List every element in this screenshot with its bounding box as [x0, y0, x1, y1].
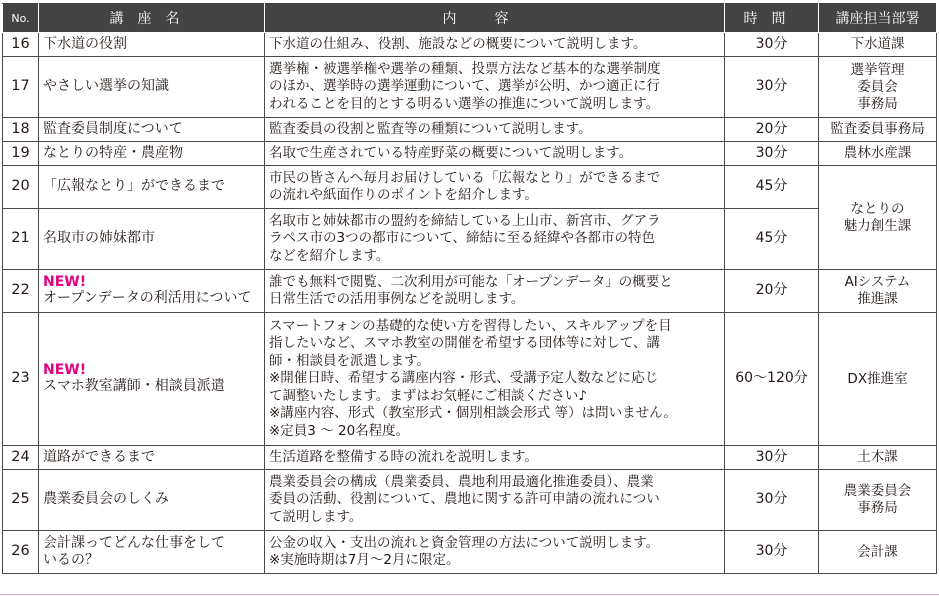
- row-no: 21: [3, 209, 39, 270]
- title-line: なとりの特産・農産物: [43, 144, 183, 161]
- row-content: [265, 142, 725, 166]
- row-title: [39, 531, 265, 574]
- table-row: [3, 209, 937, 270]
- table-row: [3, 531, 937, 574]
- content-line: スマートフォンの基礎的な使い方を習得したい、スキルアップを目: [269, 317, 672, 334]
- new-badge: NEW!: [43, 273, 87, 290]
- dept-line: なとりの: [850, 200, 905, 217]
- row-title: [39, 57, 265, 118]
- row-title: [39, 270, 265, 313]
- row-time: 20分: [725, 270, 819, 313]
- content-line: 市民の皆さんへ毎月お届けしている「広報なとり」ができるまで: [269, 169, 661, 186]
- title-line: 会計課ってどんな仕事をして: [43, 534, 225, 551]
- row-no: 23: [3, 313, 39, 446]
- row-no: 26: [3, 531, 39, 574]
- row-content: [265, 118, 725, 142]
- row-dept: [819, 446, 937, 470]
- dept-line: 土木課: [857, 449, 898, 465]
- title-line: やさしい選挙の知識: [43, 78, 169, 95]
- content-line: ※実施時期は7月～2月に限定。: [269, 552, 460, 568]
- content-line: 生活道路を整備する時の流れを説明します。: [269, 448, 538, 465]
- table-row: [3, 470, 937, 531]
- row-time: 30分: [725, 470, 819, 531]
- row-dept: [819, 33, 937, 57]
- new-badge: NEW!: [43, 361, 87, 378]
- content-line: 名取で生産されている特産野菜の概要について説明します。: [269, 144, 633, 161]
- header-time: 時間: [725, 4, 819, 33]
- row-time: 30分: [725, 57, 819, 118]
- row-time: 30分: [725, 33, 819, 57]
- header-no: No.: [3, 4, 39, 33]
- dept-line: AIシステム: [844, 274, 911, 290]
- content-line: ※定員3 ～ 20名程度。: [269, 422, 410, 439]
- table-row: [3, 446, 937, 470]
- row-time: 30分: [725, 142, 819, 166]
- row-time: 45分: [725, 209, 819, 270]
- dept-line: 農業委員会: [843, 483, 912, 499]
- title-line: 名取市の姉妹都市: [43, 230, 155, 247]
- row-no: 18: [3, 118, 39, 142]
- row-dept: [819, 270, 937, 313]
- table-row: [3, 270, 937, 313]
- dept-line: 選挙管理: [850, 61, 905, 78]
- content-line: 指したいなど、スマホ教室の開催を希望する団体等に対して、講: [269, 335, 660, 352]
- row-title: [39, 118, 265, 142]
- dept-line: 会計課: [857, 543, 898, 560]
- row-dept: [819, 470, 937, 531]
- title-line: 道路ができるまで: [43, 448, 155, 465]
- row-content: [265, 166, 725, 209]
- table-header-row: [3, 4, 937, 33]
- dept-line: 魅力創生課: [843, 217, 912, 234]
- content-line: 誰でも無料で閲覧、二次利用が可能な「オープンデータ」の概要と: [269, 273, 673, 290]
- row-title: [39, 166, 265, 209]
- table-row: [3, 313, 937, 446]
- content-line: 師・相談員を派遣します。: [269, 352, 430, 369]
- content-line: 農業委員会の構成（農業委員、農地利用最適化推進委員）、農業: [269, 473, 654, 490]
- dept-line: 監査委員事務局: [830, 121, 925, 137]
- dept-line: 農林水産課: [843, 145, 912, 161]
- content-line: ※開催日時、希望する講座内容・形式、受講予定人数などに応じ: [269, 370, 659, 387]
- row-title: [39, 446, 265, 470]
- row-no: 16: [3, 33, 39, 57]
- dept-line: 事務局: [857, 500, 898, 516]
- row-content: [265, 270, 725, 313]
- row-dept: [819, 57, 937, 118]
- row-content: [265, 470, 725, 531]
- row-title: [39, 470, 265, 531]
- content-line: て説明します。: [269, 508, 363, 525]
- content-line: 日常生活での活用事例などを説明します。: [269, 291, 525, 307]
- course-table-wrapper: [2, 3, 937, 574]
- row-content: [265, 57, 725, 118]
- row-content: [265, 33, 725, 57]
- row-dept: [819, 142, 937, 166]
- dept-line: 推進課: [857, 291, 898, 307]
- header-dept: 講座担当部署: [819, 4, 937, 33]
- content-line: の流れや紙面作りのポイントを紹介します。: [269, 187, 538, 203]
- row-dept: [819, 313, 937, 446]
- content-line: われることを目的とする明るい選挙の推進について説明します。: [269, 95, 660, 112]
- row-content: [265, 313, 725, 446]
- content-line: 名取市と姉妹都市の盟約を締結している上山市、新宮市、グアラ: [269, 212, 661, 229]
- row-content: [265, 209, 725, 270]
- title-line: いるの？: [43, 552, 99, 568]
- row-dept: [819, 118, 937, 142]
- table-row: [3, 57, 937, 118]
- content-line: ラペス市の3つの都市について、締結に至る経緯や各都市の特色: [269, 230, 656, 247]
- row-time: 60～120分: [725, 313, 819, 446]
- bottom-rule: [0, 594, 939, 595]
- row-time: 30分: [725, 446, 819, 470]
- table-row: [3, 33, 937, 57]
- content-line: などを紹介します。: [269, 247, 390, 264]
- dept-line: DX推進室: [847, 370, 908, 387]
- content-line: 委員の活動、役割について、農地に関する許可申請の流れについ: [269, 491, 660, 508]
- row-no: 24: [3, 446, 39, 470]
- row-content: [265, 531, 725, 574]
- row-title: [39, 313, 265, 446]
- row-no: 17: [3, 57, 39, 118]
- row-time: 20分: [725, 118, 819, 142]
- row-time: 30分: [725, 531, 819, 574]
- title-line: 「広報なとり」ができるまで: [43, 178, 225, 195]
- row-dept: [819, 166, 937, 270]
- row-title: [39, 209, 265, 270]
- row-dept: [819, 531, 937, 574]
- table-row: [3, 118, 937, 142]
- dept-line: 委員会: [857, 78, 898, 95]
- content-line: て調整いたします。まずはお気軽にご相談ください♪: [269, 387, 588, 404]
- title-line: 下水道の役割: [43, 35, 127, 52]
- dept-line: 下水道課: [850, 36, 905, 52]
- course-table: [2, 3, 937, 574]
- content-line: 下水道の仕組み、役割、施設などの概要について説明します。: [269, 35, 647, 52]
- row-time: 45分: [725, 166, 819, 209]
- row-no: 22: [3, 270, 39, 313]
- row-title: [39, 33, 265, 57]
- title-line: 監査委員制度について: [43, 120, 183, 137]
- row-no: 19: [3, 142, 39, 166]
- row-title: [39, 142, 265, 166]
- header-content: 内容: [265, 4, 725, 33]
- table-row: [3, 166, 937, 209]
- dept-line: 事務局: [857, 95, 898, 112]
- title-line: スマホ教室講師・相談員派遣: [43, 377, 225, 394]
- table-row: [3, 142, 937, 166]
- content-line: 公金の収入・支出の流れと資金管理の方法について説明します。: [269, 534, 660, 551]
- title-line: 農業委員会のしくみ: [43, 491, 169, 508]
- row-content: [265, 446, 725, 470]
- content-line: 監査委員の役割と監査等の種類について説明します。: [269, 120, 592, 137]
- content-line: ※講座内容、形式（教室形式・個別相談会形式 等）は問いません。: [269, 405, 677, 422]
- row-no: 25: [3, 470, 39, 531]
- title-line: オープンデータの利活用について: [43, 289, 252, 306]
- content-line: のほか、選挙時の選挙運動について、選挙が公明、かつ適正に行: [269, 78, 660, 95]
- row-no: 20: [3, 166, 39, 209]
- header-title: 講座名: [39, 4, 265, 33]
- content-line: 選挙権・被選挙権や選挙の種類、投票方法など基本的な選挙制度: [269, 60, 661, 77]
